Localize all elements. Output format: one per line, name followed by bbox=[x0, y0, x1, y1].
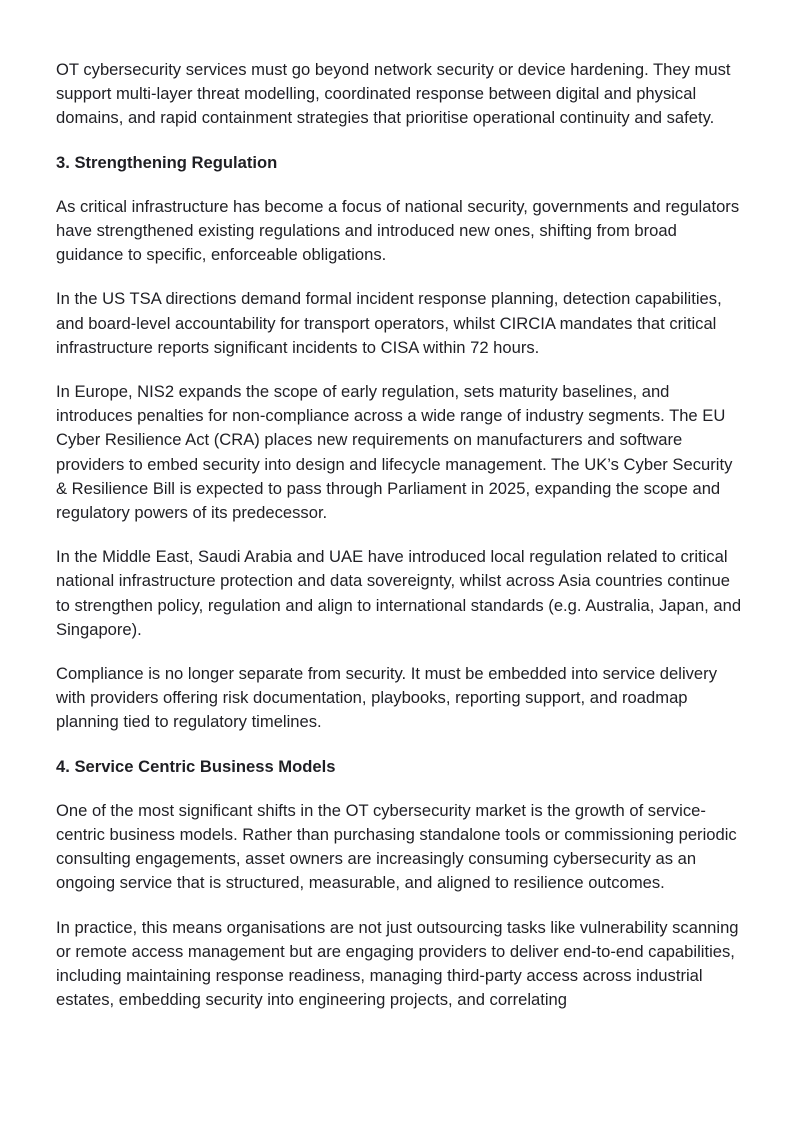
paragraph-us-regulation: In the US TSA directions demand formal incident response planning, detection capabilities, and board-level accountability for transport operators, whilst CIRCIA mandates that critical infrastructure reports significant incidents to CISA within 72 hours. bbox=[56, 289, 722, 357]
paragraph-middle-east-asia-regulation: In the Middle East, Saudi Arabia and UAE have introduced local regulation related to critical national infrastructure protection and data sovereignty, whilst across Asia countries continue to strengthen policy, regulation and align to international standards (e.g. Australia, Japan, and Singapore). bbox=[56, 547, 742, 639]
section-heading-service-centric-models: 4. Service Centric Business Models bbox=[56, 756, 336, 776]
paragraph-compliance: Compliance is no longer separate from security. It must be embedded into service delivery with providers offering risk documentation, playbooks, reporting support, and roadmap planning tied to regulatory timelines. bbox=[56, 664, 717, 732]
paragraph-service-centric-practice: In practice, this means organisations are not just outsourcing tasks like vulnerability scanning or remote access management but are engaging providers to deliver end-to-end capabilities, including maintaining response readiness, managing third-party access across industrial estates, embedding security into engineering projects, and correlating bbox=[56, 917, 739, 1010]
paragraph-ot-services: OT cybersecurity services must go beyond network security or device hardening. They must support multi-layer threat modelling, coordinated response between digital and physical domains, and rapid containment strategies that prioritise operational continuity and safety. bbox=[56, 60, 731, 128]
paragraph-regulation-intro: As critical infrastructure has become a focus of national security, governments and regulators have strengthened existing regulations and introduced new ones, shifting from broad guidance to specific, enforceable obligations. bbox=[56, 196, 740, 265]
article-body bbox=[56, 58, 746, 1033]
section-heading-strengthening-regulation: 3. Strengthening Regulation bbox=[56, 152, 278, 172]
paragraph-service-centric-intro: One of the most significant shifts in the OT cybersecurity market is the growth of service-centric business models. Rather than purchasing standalone tools or commissioning periodic consulting engagements, asset owners are increasingly consuming cybersecurity as an ongoing service that is structured, measurable, and aligned to resilience outcomes. bbox=[56, 800, 737, 893]
paragraph-europe-regulation: In Europe, NIS2 expands the scope of early regulation, sets maturity baselines, and introduces penalties for non-compliance across a wide range of industry segments. The EU Cyber Resilience Act (CRA) places new requirements on manufacturers and software providers to embed security into design and lifecycle management. The UK’s Cyber Security & Resilience Bill is expected to pass through Parliament in 2025, expanding the scope and regulatory powers of its predecessor. bbox=[56, 382, 733, 523]
